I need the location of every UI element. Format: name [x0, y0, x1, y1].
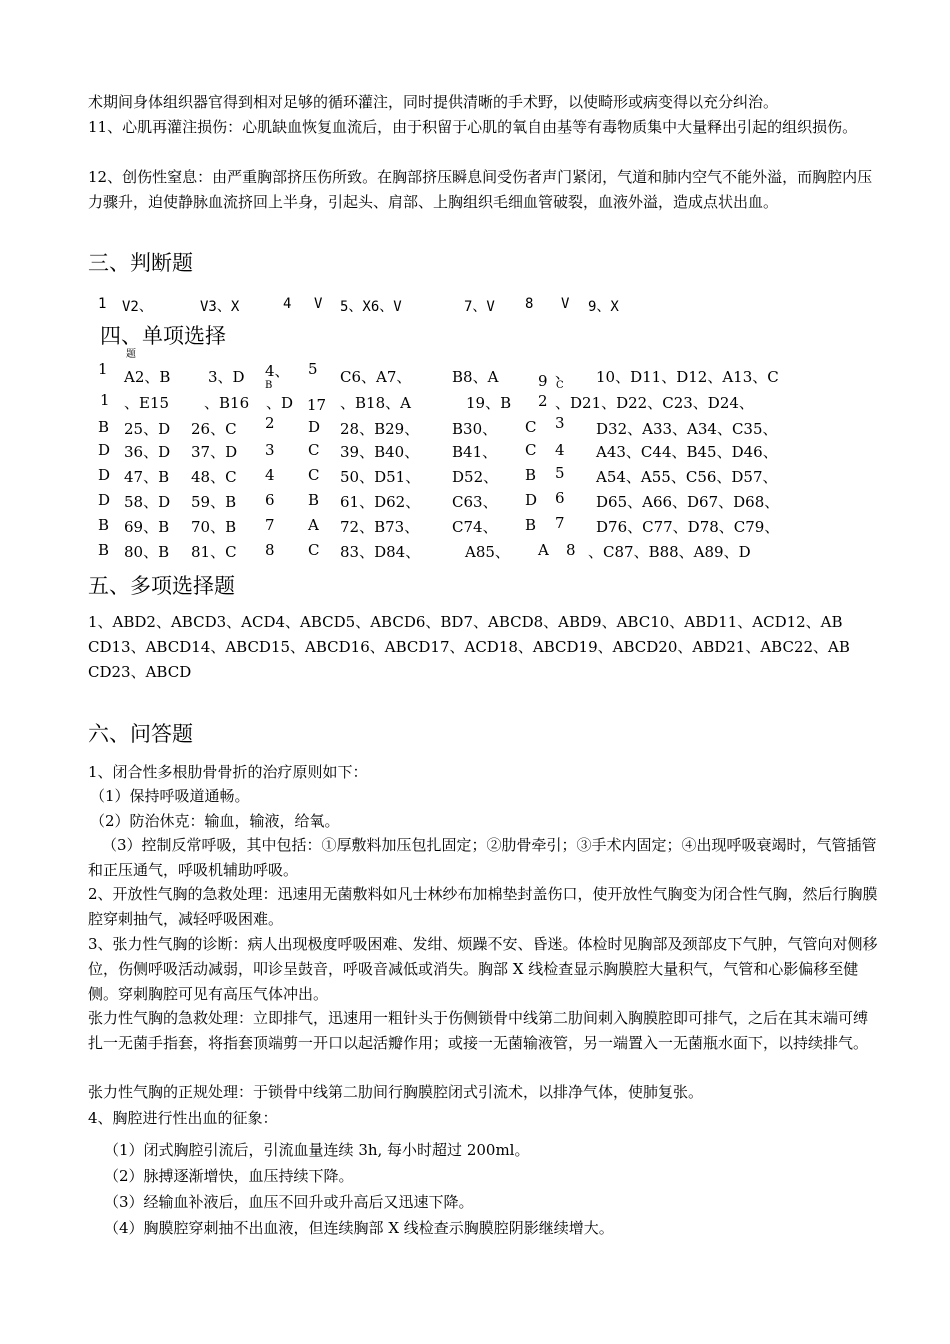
tf-cell: V [561, 296, 570, 312]
sc-cell: 4、 [265, 362, 290, 380]
sc-cell: C63、 [452, 493, 498, 511]
qa-1-item: （2）防治休克：输血，输液，给氧。 [90, 812, 340, 830]
sc-cell: 3 [265, 441, 275, 459]
sc-cell: 6 [555, 489, 565, 507]
sc-cell: 83、D84、 [340, 543, 421, 561]
sc-cell: D [308, 418, 321, 436]
sc-cell: 、E15 [124, 394, 170, 412]
sc-cell: D [98, 466, 111, 484]
multi-choice-line: CD23、ABCD [88, 663, 192, 681]
sc-cell: B30、 [452, 420, 498, 438]
sc-cell: 2 [265, 414, 275, 432]
tf-cell: 7、V [464, 299, 495, 315]
sc-cell: 4 [555, 441, 565, 459]
sc-cell: 、D21、D22、C23、D24、 [555, 394, 754, 412]
sc-cell: D65、A66、D67、D68、 [596, 493, 780, 511]
sc-cell: 17 [307, 396, 327, 414]
sc-cell: C74、 [452, 518, 498, 536]
tf-cell: 5、X6、V [340, 299, 402, 315]
qa-3-diagnosis: 3、张力性气胸的诊断：病人出现极度呼吸困难、发绀、烦躁不安、昏迷。体检时见胸部及颈部皮下气肿，气管向对侧移位，伤侧呼吸活动减弱，叩诊呈鼓音，呼吸音减低或消失。胸部 X 线检查显示胸膜腔大量积气，气管和心影偏移至健侧。穿刺胸腔可见有高压气体冲出。 [88, 935, 878, 1003]
sc-cell: 70、B [191, 518, 237, 536]
sc-cell: B [98, 541, 110, 559]
sc-cell: 61、D62、 [340, 493, 421, 511]
sc-cell: B [308, 491, 320, 509]
sc-cell: 4 [265, 466, 275, 484]
definition-10-tail: 术期间身体组织器官得到相对足够的循环灌注，同时提供清晰的手术野，以使畸形或病变得以充分纠治。 [88, 93, 779, 111]
sc-cell: 39、B40、 [340, 443, 420, 461]
sc-cell: B [265, 380, 273, 391]
sc-cell: B [525, 466, 537, 484]
multi-choice-line: 1、ABD2、ABCD3、ACD4、ABCD5、ABCD6、BD7、ABCD8、ABD9、ABC10、ABD11、ACD12、AB [88, 613, 843, 631]
sc-cell: C [556, 380, 564, 391]
sc-cell: 1 [98, 360, 108, 378]
qa-4-item: （2）脉搏逐渐增快，血压持续下降。 [104, 1167, 354, 1185]
sc-cell: B [98, 516, 110, 534]
definition-11: 11、心肌再灌注损伤：心肌缺血恢复血流后，由于积留于心肌的氧自由基等有毒物质集中大量释出引起的组织损伤。 [88, 118, 858, 136]
qa-4-item: （4）胸膜腔穿刺抽不出血液，但连续胸部 X 线检查示胸膜腔阴影继续增大。 [104, 1219, 614, 1237]
sc-cell: 80、B [124, 543, 170, 561]
sc-cell: C [308, 466, 320, 484]
sc-cell: 7 [265, 516, 275, 534]
sc-cell: D [98, 491, 111, 509]
sc-cell: 7 [555, 514, 565, 532]
tf-cell: 8 [525, 296, 534, 312]
sc-cell: 5 [555, 464, 565, 482]
sc-cell: A [538, 541, 549, 559]
sc-cell: 47、B [124, 468, 170, 486]
sc-cell: C6、A7、 [340, 368, 412, 386]
sc-cell: A54、A55、C56、D57、 [596, 468, 778, 486]
sc-cell: D32、A33、A34、C35、 [596, 420, 778, 438]
sc-cell: 26、C [191, 420, 237, 438]
sc-cell: C [525, 418, 537, 436]
tf-cell: 1 [98, 296, 107, 312]
sc-cell: 28、B29、 [340, 420, 420, 438]
sc-cell: 8 [566, 541, 576, 559]
sc-cell: 81、C [191, 543, 237, 561]
sc-cell: 3 [555, 414, 565, 432]
sc-cell: 、D [266, 394, 294, 412]
sc-cell: D52、 [452, 468, 499, 486]
sc-cell: 8 [265, 541, 275, 559]
sc-cell: 50、D51、 [340, 468, 421, 486]
qa-4: 4、胸腔进行性出血的征象： [88, 1109, 278, 1127]
sc-cell: 58、D [124, 493, 171, 511]
sc-cell: A2、B [124, 368, 171, 386]
sc-cell: 25、D [124, 420, 171, 438]
sc-cell: 6 [265, 491, 275, 509]
qa-3-formal: 张力性气胸的正规处理：于锁骨中线第二肋间行胸膜腔闭式引流术，以排净气体，使肺复张。 [88, 1083, 704, 1101]
qa-2: 2、开放性气胸的急救处理：迅速用无菌敷料如凡士林纱布加棉垫封盖伤口，使开放性气胸变为闭合性气胸，然后行胸膜腔穿刺抽气，减轻呼吸困难。 [88, 885, 878, 928]
sc-cell: D76、C77、D78、C79、 [596, 518, 780, 536]
sc-cell: A43、C44、B45、D46、 [596, 443, 778, 461]
sc-cell: 3、D [208, 368, 245, 386]
sc-cell: 59、B [191, 493, 237, 511]
qa-1-item: （1）保持呼吸道通畅。 [90, 787, 250, 805]
tf-cell: V3、X [200, 299, 240, 315]
sc-cell: 72、B73、 [340, 518, 420, 536]
sc-cell: 1 [100, 391, 110, 409]
section-single-choice-heading: 四、单项选择 [100, 324, 226, 348]
sc-cell: 48、C [191, 468, 237, 486]
tf-cell: 9、X [588, 299, 619, 315]
sc-cell: D [98, 441, 111, 459]
sc-cell: C [308, 441, 320, 459]
sc-cell: C [525, 441, 537, 459]
sc-cell: 、B18、A [340, 394, 411, 412]
sc-cell: 2 [538, 392, 548, 410]
heading-fragment: 题 [126, 349, 136, 360]
sc-cell: D [525, 491, 538, 509]
section-qa-heading: 六、问答题 [88, 722, 193, 746]
sc-cell: A85、 [465, 543, 510, 561]
sc-cell: 、B16 [204, 394, 250, 412]
sc-cell: 9 [538, 372, 548, 390]
section-true-false-heading: 三、判断题 [88, 251, 193, 275]
sc-cell: 19、B [466, 394, 512, 412]
qa-4-item: （3）经输血补液后，血压不回升或升高后又迅速下降。 [104, 1193, 474, 1211]
sc-cell: B [525, 516, 537, 534]
sc-cell: C [308, 541, 320, 559]
sc-cell: B8、A [452, 368, 499, 386]
tf-cell: 4 [283, 296, 292, 312]
sc-cell: 、 [555, 364, 571, 382]
sc-cell: 5 [308, 360, 318, 378]
sc-cell: 36、D [124, 443, 171, 461]
sc-cell: A [308, 516, 319, 534]
tf-cell: V [314, 296, 323, 312]
qa-1-item: （3）控制反常呼吸，其中包括：①厚敷料加压包扎固定；②肋骨牵引；③手术内固定；④出现呼吸衰竭时，气管插管和正压通气，呼吸机辅助呼吸。 [88, 836, 877, 879]
qa-4-item: （1）闭式胸腔引流后，引流血量连续 3h, 每小时超过 200ml。 [104, 1141, 530, 1159]
sc-cell: 37、D [191, 443, 238, 461]
multi-choice-line: CD13、ABCD14、ABCD15、ABCD16、ABCD17、ACD18、ABCD19、ABCD20、ABD21、ABC22、AB [88, 638, 850, 656]
sc-cell: 10、D11、D12、A13、C [596, 368, 779, 386]
sc-cell: 、C87、B88、A89、D [588, 543, 751, 561]
definition-12: 12、创伤性窒息：由严重胸部挤压伤所致。在胸部挤压瞬息间受伤者声门紧闭，气道和肺内空气不能外溢，而胸腔内压力骤升，迫使静脉血流挤回上半身，引起头、肩部、上胸组织毛细血管破裂，血液外溢，造成点状出血。 [88, 168, 873, 211]
section-multi-choice-heading: 五、多项选择题 [88, 574, 235, 598]
qa-1: 1、闭合性多根肋骨骨折的治疗原则如下： [88, 763, 368, 781]
qa-3-emergency: 张力性气胸的急救处理：立即排气，迅速用一粗针头于伤侧锁骨中线第二肋间刺入胸膜腔即可排气，之后在其末端可缚扎一无菌手指套，将指套顶端剪一开口以起活瓣作用；或接一无菌输液管，另一端置入一无菌瓶水面下，以持续排气。 [88, 1009, 869, 1052]
sc-cell: B [98, 418, 110, 436]
sc-cell: B41、 [452, 443, 498, 461]
sc-cell: 69、B [124, 518, 170, 536]
tf-cell: V2、 [122, 299, 153, 315]
